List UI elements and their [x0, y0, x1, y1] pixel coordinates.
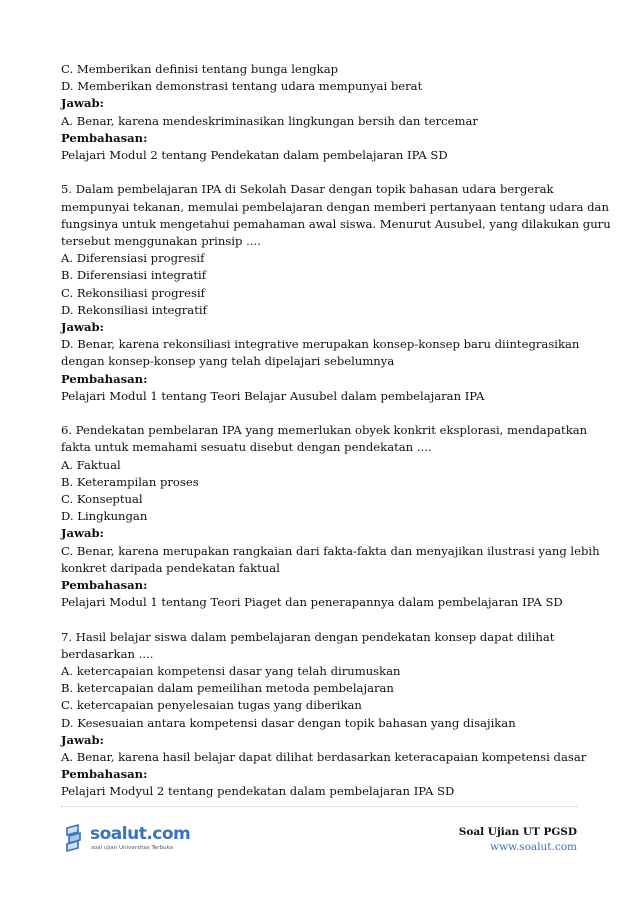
question-line: fungsinya untuk mengetahui pemahaman awal siswa. Menurut Ausubel, yang dilakukan guru [61, 216, 611, 231]
option-c: C. Memberikan definisi tentang bunga lengkap [61, 62, 339, 76]
question-line: 5. Dalam pembelajaran IPA di Sekolah Dasar dengan topik bahasan udara bergerak [61, 182, 554, 197]
book-stack-icon [64, 822, 88, 856]
jawab-label: Jawab: [61, 732, 104, 747]
question-6 [61, 422, 601, 611]
footer-divider [61, 806, 577, 807]
option-c: C. Rekonsiliasi progresif [61, 285, 205, 300]
option-d: D. Memberikan demonstrasi tentang udara mempunyai berat [61, 79, 423, 94]
option-a: A. ketercapaian kompetensi dasar yang telah dirumuskan [61, 664, 401, 679]
option-d: D. Kesesuaian antara kompetensi dasar dengan topik bahasan yang disajikan [61, 715, 516, 730]
question-line: mempunyai tekanan, memulai pembelajaran dengan memberi pertanyaan tentang udara dan [61, 199, 609, 214]
answer-text: D. Benar, karena rekonsiliasi integrative merupakan konsep-konsep baru diintegrasikan [61, 337, 580, 352]
jawab-label: Jawab: [61, 96, 104, 111]
explanation-text: Pelajari Modul 2 tentang Pendekatan dalam pembelajaran IPA SD [61, 148, 448, 163]
pembahasan-label: Pembahasan: [61, 578, 148, 593]
question-line: tersebut menggunakan prinsip .... [61, 234, 261, 249]
question-line: 6. Pendekatan pembelaran IPA yang memerlukan obyek konkrit eksplorasi, mendapatkan [61, 423, 588, 438]
question-5 [61, 181, 611, 405]
footer-url-link[interactable]: www.soalut.com [490, 841, 577, 853]
answer-text: A. Benar, karena mendeskriminasikan lingkungan bersih dan tercemar [61, 113, 478, 128]
question-7 [61, 629, 601, 801]
pembahasan-label: Pembahasan: [61, 371, 148, 386]
question-line: fakta untuk memahami sesuatu disebut dengan pendekatan .... [61, 440, 432, 455]
option-d: D. Rekonsiliasi integratif [61, 302, 207, 317]
answer-text: konkret daripada pendekatan faktual [61, 560, 280, 575]
answer-text: C. Benar, karena merupakan rangkaian dari fakta-fakta dan menyajikan ilustrasi yang lebih [61, 543, 600, 558]
jawab-label: Jawab: [61, 526, 104, 541]
option-b: B. Diferensiasi integratif [61, 268, 207, 283]
option-a: A. Faktual [61, 457, 121, 472]
explanation-text: Pelajari Modyul 2 tentang pendekatan dalam pembelajaran IPA SD [61, 784, 455, 799]
question-line: berdasarkan .... [61, 646, 154, 661]
logo-wordmark: soalut.com [90, 824, 191, 844]
footer-title: Soal Ujian UT PGSD [458, 826, 577, 838]
document-body [61, 61, 611, 801]
logo-tagline: soal ujian Universitas Terbuka [91, 845, 174, 851]
soalut-logo[interactable] [64, 822, 191, 858]
option-b: B. ketercapaian dalam pemeilihan metoda pembelajaran [61, 681, 394, 696]
option-c: C. Konseptual [61, 492, 143, 507]
option-d: D. Lingkungan [61, 509, 148, 524]
pembahasan-label: Pembahasan: [61, 130, 148, 145]
option-b: B. Keterampilan proses [61, 474, 199, 489]
pembahasan-label: Pembahasan: [61, 767, 148, 782]
option-c: C. ketercapaian penyelesaian tugas yang diberikan [61, 698, 362, 713]
answer-text: A. Benar, karena hasil belajar dapat dilihat berdasarkan keteracapaian kompetensi dasar [61, 750, 587, 765]
explanation-text: Pelajari Modul 1 tentang Teori Belajar Ausubel dalam pembelajaran IPA [61, 388, 485, 403]
footer-info [459, 825, 577, 855]
explanation-text: Pelajari Modul 1 tentang Teori Piaget dan penerapannya dalam pembelajaran IPA SD [61, 595, 563, 610]
option-a: A. Diferensiasi progresif [61, 251, 205, 266]
question-line: 7. Hasil belajar siswa dalam pembelajaran dengan pendekatan konsep dapat dilihat [61, 629, 555, 644]
answer-text: dengan konsep-konsep yang telah dipelajari sebelumnya [61, 354, 395, 369]
jawab-label: Jawab: [61, 320, 104, 335]
